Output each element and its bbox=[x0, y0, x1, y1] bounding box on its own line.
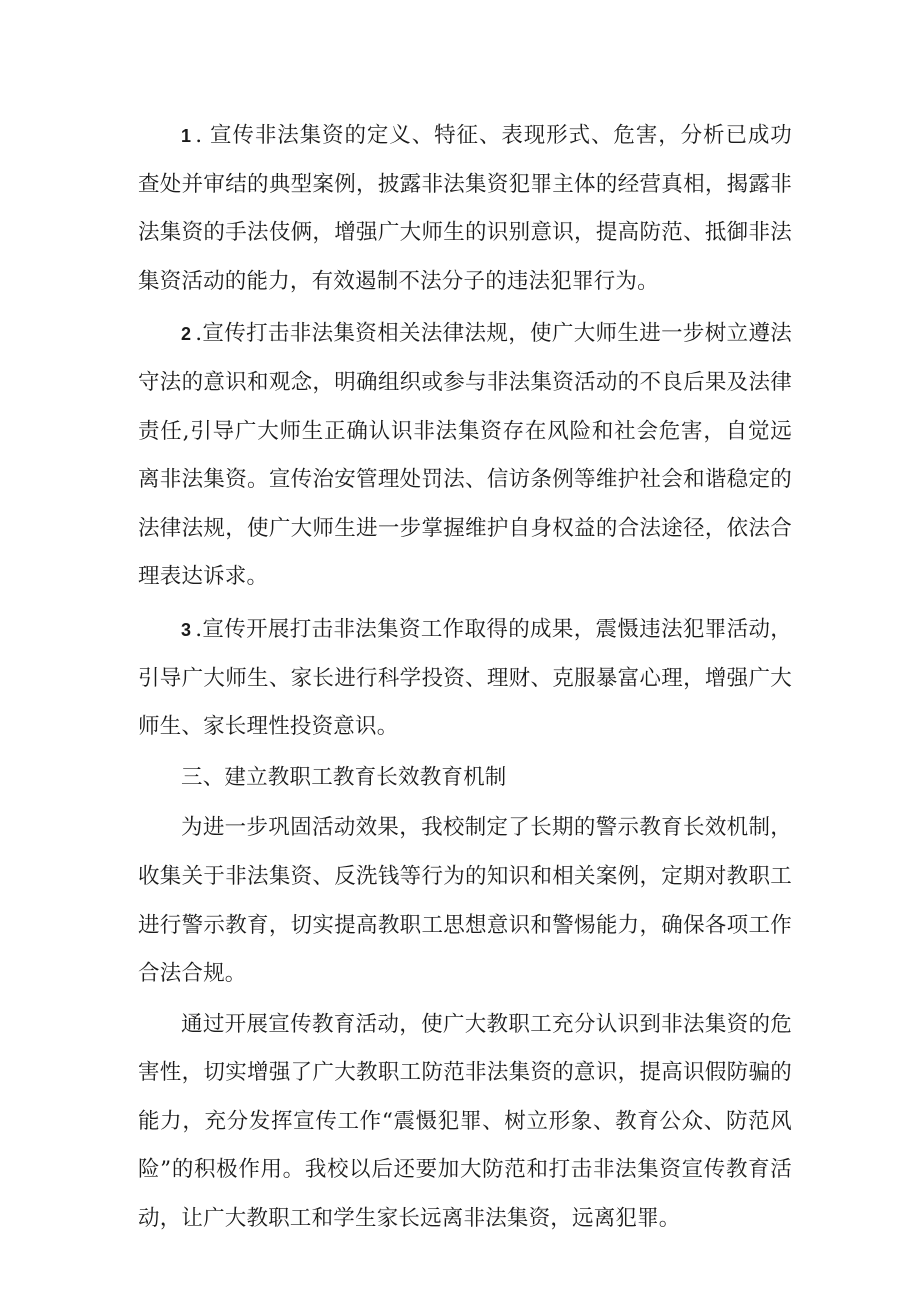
paragraph-2 bbox=[138, 310, 792, 602]
paragraph-6 bbox=[138, 1001, 792, 1244]
paragraph-5-text: 为进一步巩固活动效果，我校制定了长期的警示教育长效机制，收集关于非法集资、反洗钱等行为的知识和相关案例，定期对教职工进行警示教育，切实提高教职工思想意识和警惕能力，确保各项工作合法合规。 bbox=[138, 815, 792, 987]
paragraph-5 bbox=[138, 804, 792, 998]
item-number-1: 1 bbox=[181, 126, 192, 146]
paragraph-2-text: .宣传打击非法集资相关法律法规，使广大师生进一步树立遵法守法的意识和观念，明确组织或参与非法集资活动的不良后果及法律责任,引导广大师生正确认识非法集资存在风险和社会危害，自觉远离非法集资。宣传治安管理处罚法、信访条例等维护社会和谐稳定的法律法规，使广大师生进一步掌握维护自身权益的合法途径，依法合理表达诉求。 bbox=[138, 321, 792, 590]
item-number-3: 3 bbox=[181, 619, 192, 640]
paragraph-1 bbox=[138, 112, 792, 306]
paragraph-1-text: . 宣传非法集资的定义、特征、表现形式、危害，分析已成功查处并审结的典型案例，披露非法集资犯罪主体的经营真相，揭露非法集资的手法伎俩，增强广大师生的识别意识，提高防范、抵御非法集资活动的能力，有效遏制不法分子的违法犯罪行为。 bbox=[138, 123, 792, 294]
paragraph-6-text: 通过开展宣传教育活动，使广大教职工充分认识到非法集资的危害性，切实增强了广大教职工防范非法集资的意识，提高识假防骗的能力，充分发挥宣传工作“震慑犯罪、树立形象、教育公众、防范风险”的积极作用。我校以后还要加大防范和打击非法集资宣传教育活动，让广大教职工和学生家长远离非法集资，远离犯罪。 bbox=[138, 1011, 792, 1232]
document-page bbox=[138, 112, 792, 1244]
paragraph-3-text: .宣传开展打击非法集资工作取得的成果，震慑违法犯罪活动，引导广大师生、家长进行科学投资、理财、克服暴富心理，增强广大师生、家长理性投资意识。 bbox=[138, 616, 792, 740]
section-heading bbox=[138, 754, 792, 803]
item-number-2: 2 bbox=[181, 324, 192, 345]
paragraph-3 bbox=[138, 606, 792, 752]
section-heading-text: 三、建立教职工教育长效教育机制 bbox=[181, 764, 507, 790]
